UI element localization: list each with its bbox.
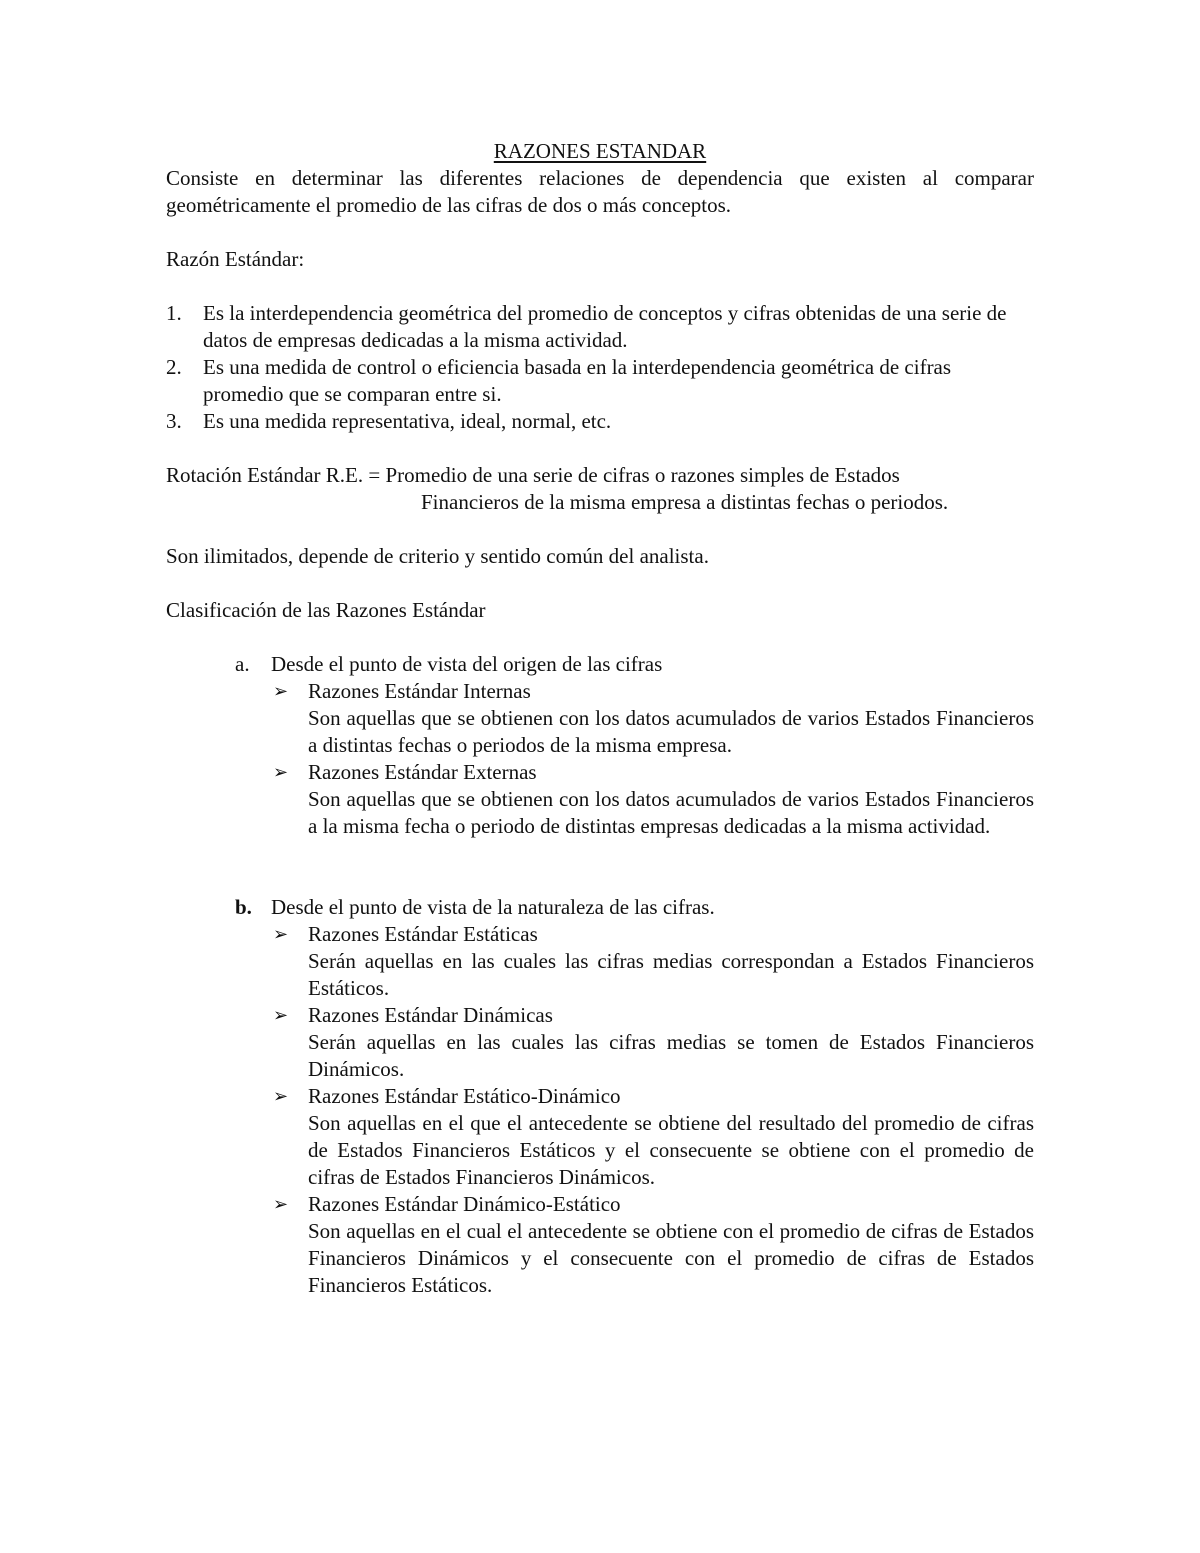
- list-item-text: Es la interdependencia geométrica del promedio de conceptos y cifras obtenidas de una serie de datos de empresas dedicadas a la misma actividad.: [203, 301, 1007, 352]
- ilimitados-paragraph: Son ilimitados, depende de criterio y sentido común del analista.: [166, 544, 709, 568]
- list-item: [166, 408, 1034, 435]
- sub-item-title: Razones Estándar Externas: [308, 760, 537, 784]
- sub-item: [166, 1191, 1034, 1299]
- sub-item: [166, 759, 1034, 840]
- list-number: 3.: [166, 409, 182, 433]
- section-a: [166, 651, 1034, 678]
- intro-paragraph: Consiste en determinar las diferentes relaciones de dependencia que existen al comparar geométricamente el promedio de las cifras de dos o más conceptos.: [166, 166, 1034, 217]
- section-a-marker: a.: [235, 652, 250, 676]
- list-item: [166, 354, 1034, 408]
- document-page: [166, 138, 1034, 1299]
- sub-item: [166, 1002, 1034, 1083]
- sub-item-title: Razones Estándar Estático-Dinámico: [308, 1084, 621, 1108]
- arrow-bullet-icon: ➢: [273, 924, 289, 945]
- sub-item-text: Son aquellas que se obtienen con los datos acumulados de varios Estados Financieros a distintas fechas o periodos de la misma empresa.: [308, 706, 1034, 757]
- list-number: 1.: [166, 301, 182, 325]
- spacer: [166, 435, 1034, 462]
- rotacion-line-1: Rotación Estándar R.E. = Promedio de una serie de cifras o razones simples de Estados: [166, 463, 900, 487]
- sub-item-title: Razones Estándar Estáticas: [308, 922, 538, 946]
- document-title: RAZONES ESTANDAR: [493, 139, 707, 163]
- arrow-bullet-icon: ➢: [273, 1194, 289, 1215]
- sub-item-text: Serán aquellas en las cuales las cifras medias se tomen de Estados Financieros Dinámicos.: [308, 1030, 1034, 1081]
- sub-item-title: Razones Estándar Dinámico-Estático: [308, 1192, 621, 1216]
- numbered-list: [166, 300, 1034, 435]
- rotacion-line-2: Financieros de la misma empresa a distintas fechas o periodos.: [421, 490, 949, 514]
- rotacion-estandar-definition: [166, 462, 1034, 516]
- sub-item-title: Razones Estándar Dinámicas: [308, 1003, 553, 1027]
- list-number: 2.: [166, 355, 182, 379]
- sub-item-text: Son aquellas que se obtienen con los datos acumulados de varios Estados Financieros a la misma fecha o periodo de distintas empresas dedicadas a la misma actividad.: [308, 787, 1034, 838]
- sub-item-text: Son aquellas en el cual el antecedente se obtiene con el promedio de cifras de Estados Financieros Dinámicos y el consecuente con el promedio de cifras de Estados Financieros Estáticos.: [308, 1219, 1034, 1297]
- razon-estandar-label: Razón Estándar:: [166, 247, 305, 271]
- list-item-text: Es una medida representativa, ideal, normal, etc.: [203, 409, 612, 433]
- section-b-marker: b.: [235, 895, 252, 919]
- spacer: [166, 516, 1034, 543]
- spacer: [166, 624, 1034, 651]
- arrow-bullet-icon: ➢: [273, 1005, 289, 1026]
- section-a-heading: Desde el punto de vista del origen de las cifras: [271, 652, 663, 676]
- sub-item: [166, 1083, 1034, 1191]
- arrow-bullet-icon: ➢: [273, 681, 289, 702]
- clasificacion-title: Clasificación de las Razones Estándar: [166, 598, 486, 622]
- spacer: [166, 867, 1034, 894]
- sub-item: [166, 921, 1034, 1002]
- arrow-bullet-icon: ➢: [273, 1086, 289, 1107]
- sub-item-text: Serán aquellas en las cuales las cifras medias correspondan a Estados Financieros Estáticos.: [308, 949, 1034, 1000]
- arrow-bullet-icon: ➢: [273, 762, 289, 783]
- section-b-heading: Desde el punto de vista de la naturaleza de las cifras.: [271, 895, 715, 919]
- sub-item-text: Son aquellas en el que el antecedente se obtiene del resultado del promedio de cifras de Estados Financieros Estáticos y el consecuente se obtiene con el promedio de cifras de Estados Financieros Dinámicos.: [308, 1111, 1034, 1189]
- list-item: [166, 300, 1034, 354]
- spacer: [166, 273, 1034, 300]
- list-item-text: Es una medida de control o eficiencia basada en la interdependencia geométrica de cifras promedio que se comparan entre si.: [203, 355, 952, 406]
- sub-item-title: Razones Estándar Internas: [308, 679, 531, 703]
- section-b: [166, 894, 1034, 921]
- spacer: [166, 840, 1034, 867]
- spacer: [166, 219, 1034, 246]
- spacer: [166, 570, 1034, 597]
- sub-item: [166, 678, 1034, 759]
